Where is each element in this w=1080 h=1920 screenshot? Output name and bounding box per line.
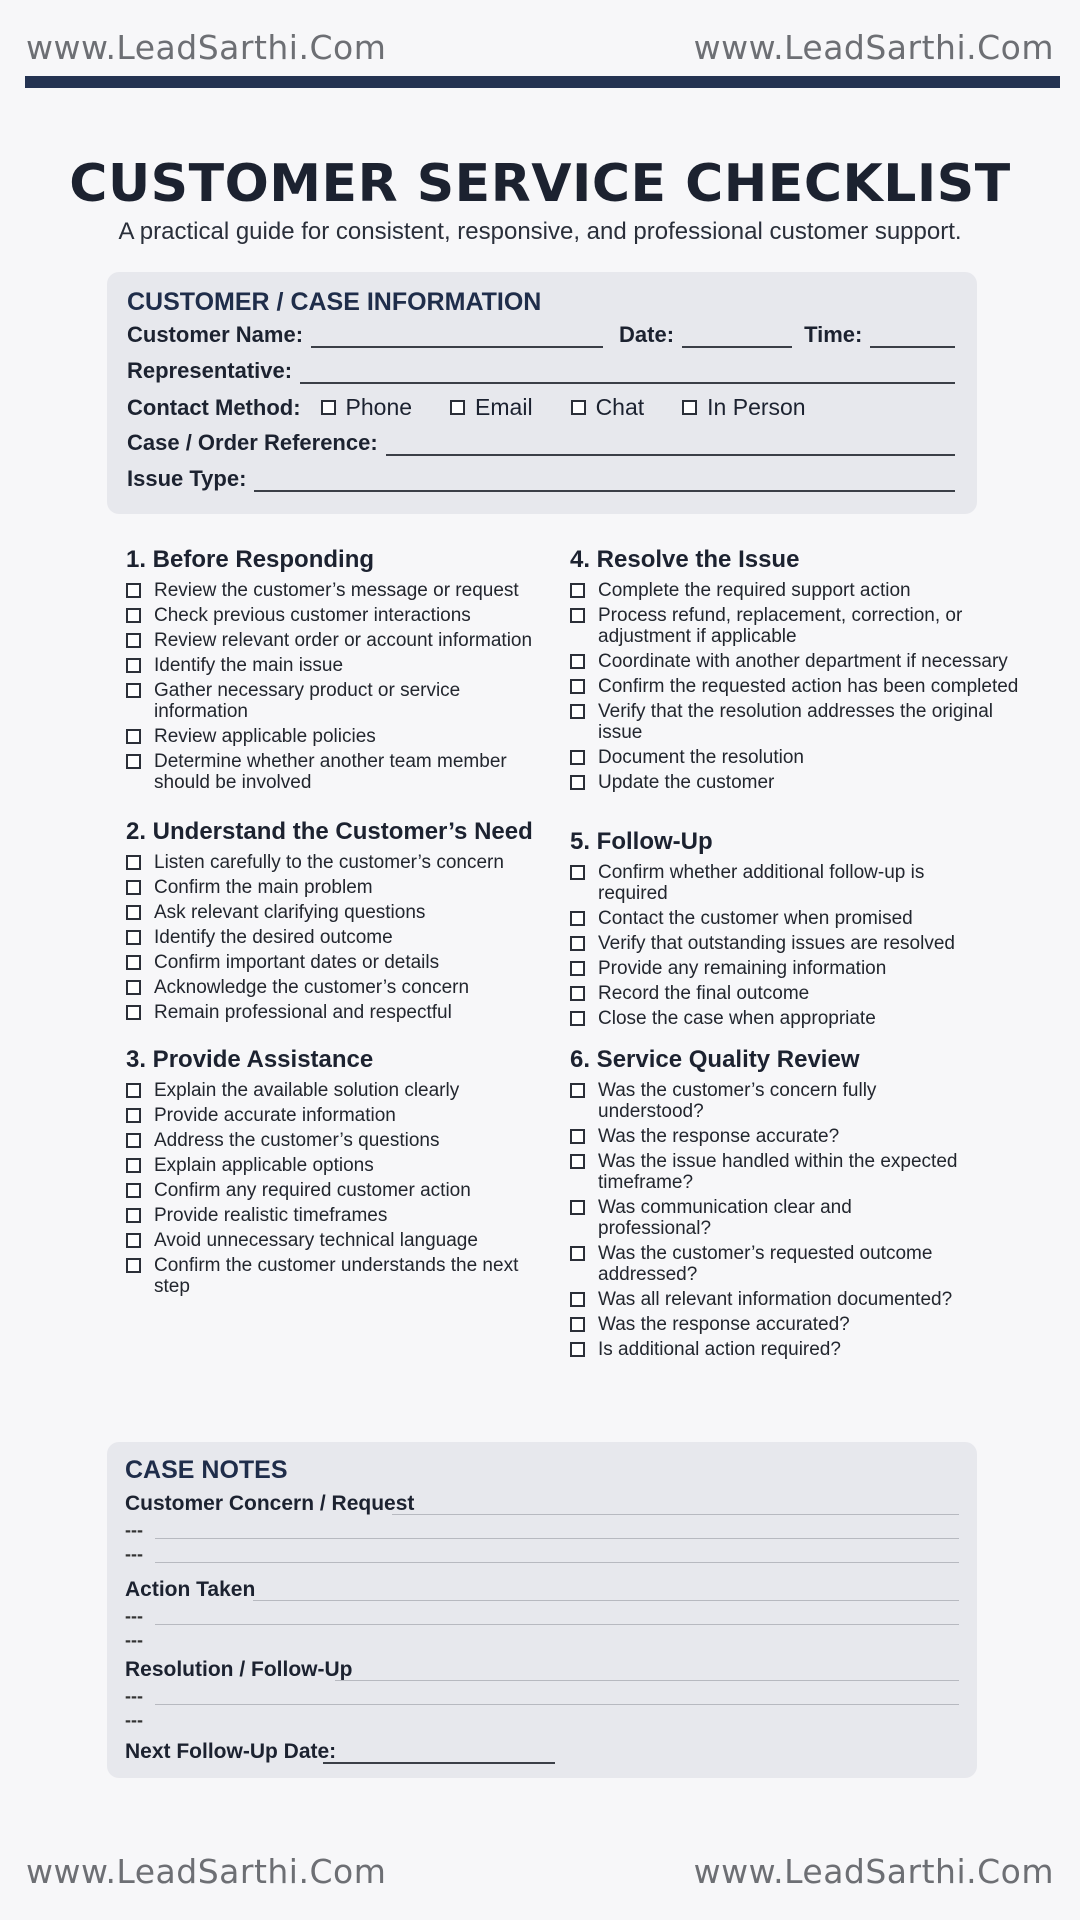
- contact-option-phone[interactable]: Phone: [321, 394, 413, 421]
- checkbox[interactable]: [570, 1154, 585, 1169]
- checklist-item[interactable]: [126, 977, 546, 998]
- checkbox[interactable]: [126, 683, 141, 698]
- checklist-item[interactable]: [570, 1197, 970, 1239]
- date-label: Date:: [619, 322, 675, 347]
- customer-name-field[interactable]: [311, 328, 603, 348]
- section-understand-need: [126, 818, 546, 1027]
- checkbox[interactable]: [450, 400, 465, 415]
- checklist-item-label: Review relevant order or account information: [154, 630, 533, 651]
- checklist-item-label: Confirm whether additional follow-up is required: [598, 862, 925, 904]
- checklist-item-label: Record the final outcome: [598, 983, 810, 1004]
- checkbox[interactable]: [570, 679, 585, 694]
- checklist-item[interactable]: [126, 927, 546, 948]
- checkbox[interactable]: [126, 754, 141, 769]
- checklist-item[interactable]: [126, 1205, 546, 1226]
- case-info-heading: CUSTOMER / CASE INFORMATION: [127, 288, 542, 316]
- case-info-panel: [107, 272, 977, 514]
- checklist-item-label: Provide accurate information: [154, 1105, 396, 1126]
- checklist-item-label: Confirm any required customer action: [154, 1180, 471, 1201]
- header-bar: [25, 76, 1060, 88]
- checklist-item-label: Process refund, replacement, correction, or adjustment if applicable: [598, 605, 963, 647]
- section-title: 3. Provide Assistance: [126, 1046, 374, 1073]
- checklist-item-label: Confirm the main problem: [154, 877, 373, 898]
- checklist-item-label: Explain applicable options: [154, 1155, 374, 1176]
- checkbox[interactable]: [126, 1183, 141, 1198]
- checklist-item[interactable]: [570, 1289, 970, 1310]
- action-dash-2: ---: [125, 1630, 143, 1650]
- issue-type-field[interactable]: [254, 472, 955, 492]
- checklist-item-label: Avoid unnecessary technical language: [154, 1230, 478, 1251]
- checklist-item-label: Confirm the customer understands the next step: [154, 1255, 519, 1297]
- page-title: CUSTOMER SERVICE CHECKLIST: [69, 154, 1011, 214]
- checklist-item-label: Confirm important dates or details: [154, 952, 440, 973]
- concern-dash-2: ---: [125, 1544, 143, 1564]
- next-followup-field[interactable]: [323, 1762, 555, 1764]
- checkbox[interactable]: [126, 658, 141, 673]
- checklist-item[interactable]: [570, 908, 970, 929]
- representative-row: [127, 358, 955, 384]
- checklist-item-label: Explain the available solution clearly: [154, 1080, 460, 1101]
- checklist-item[interactable]: [126, 852, 546, 873]
- checkbox[interactable]: [126, 583, 141, 598]
- checklist-item[interactable]: [570, 701, 1030, 743]
- checkbox[interactable]: [126, 1208, 141, 1223]
- checkbox[interactable]: [126, 1133, 141, 1148]
- checkbox[interactable]: [682, 400, 697, 415]
- checkbox[interactable]: [126, 980, 141, 995]
- section-before-responding: [126, 546, 546, 797]
- checklist-item[interactable]: [126, 751, 546, 793]
- checklist-item[interactable]: [570, 1008, 970, 1029]
- checklist-item-label: Gather necessary product or service information: [154, 680, 461, 722]
- checklist-item-label: Verify that outstanding issues are resolved: [598, 933, 955, 954]
- section-title: 5. Follow-Up: [570, 828, 713, 855]
- checklist-item-label: Was the response accurated?: [598, 1314, 850, 1335]
- checkbox[interactable]: [570, 750, 585, 765]
- checklist-item-label: Was the issue handled within the expected timeframe?: [598, 1151, 958, 1193]
- checkbox[interactable]: [570, 1129, 585, 1144]
- checkbox[interactable]: [126, 729, 141, 744]
- watermark-bottom-right: www.LeadSarthi.Com: [693, 1852, 1054, 1891]
- watermark-bottom-left: www.LeadSarthi.Com: [26, 1852, 387, 1891]
- checkbox[interactable]: [126, 880, 141, 895]
- section-title: 2. Understand the Customer’s Need: [126, 818, 533, 845]
- checklist-item-label: Close the case when appropriate: [598, 1008, 876, 1029]
- representative-label: Representative:: [127, 358, 293, 383]
- issue-type-row: [127, 466, 955, 492]
- resolution-dash-2: ---: [125, 1710, 143, 1730]
- customer-name-label: Customer Name:: [127, 322, 304, 347]
- time-field[interactable]: [870, 328, 955, 348]
- resolution-line-2[interactable]: [155, 1704, 959, 1705]
- checklist-item[interactable]: [126, 726, 546, 747]
- checklist-item[interactable]: [126, 1255, 546, 1297]
- checklist-item[interactable]: [570, 651, 1030, 672]
- contact-method-row: [127, 394, 955, 421]
- concern-label: Customer Concern / Request: [125, 1492, 415, 1515]
- checkbox[interactable]: [126, 930, 141, 945]
- case-reference-label: Case / Order Reference:: [127, 430, 378, 455]
- section-resolve-issue: [570, 546, 1030, 797]
- resolution-dash-1: ---: [125, 1686, 143, 1706]
- checklist-item[interactable]: [126, 680, 546, 722]
- checkbox[interactable]: [126, 1158, 141, 1173]
- watermark-top-right: www.LeadSarthi.Com: [693, 28, 1054, 67]
- concern-line[interactable]: [392, 1514, 959, 1515]
- checklist-item[interactable]: [570, 958, 970, 979]
- resolution-label: Resolution / Follow-Up: [125, 1658, 353, 1681]
- checkbox[interactable]: [126, 633, 141, 648]
- checklist-item[interactable]: [570, 605, 1030, 647]
- checkbox[interactable]: [126, 1083, 141, 1098]
- checklist-item-label: Review the customer’s message or request: [154, 580, 519, 601]
- issue-type-label: Issue Type:: [127, 466, 247, 491]
- contact-option-in-person[interactable]: In Person: [682, 394, 805, 421]
- checkbox[interactable]: [570, 1292, 585, 1307]
- checklist-item-label: Provide realistic timeframes: [154, 1205, 388, 1226]
- checklist-item[interactable]: [570, 1339, 970, 1360]
- checklist-item[interactable]: [570, 862, 970, 904]
- checklist-item[interactable]: [126, 580, 546, 601]
- checklist-item-label: Document the resolution: [598, 747, 804, 768]
- section-follow-up: [570, 828, 970, 1033]
- checklist-item-label: Confirm the requested action has been completed: [598, 676, 1019, 697]
- action-dash-1: ---: [125, 1606, 143, 1626]
- page-subtitle: A practical guide for consistent, responsive, and professional customer support.: [118, 218, 962, 245]
- checklist-item-label: Address the customer’s questions: [154, 1130, 440, 1151]
- checkbox[interactable]: [570, 986, 585, 1001]
- checkbox[interactable]: [570, 1246, 585, 1261]
- checklist-item[interactable]: [126, 605, 546, 626]
- concern-line-2[interactable]: [155, 1538, 959, 1539]
- checklist-item[interactable]: [570, 933, 970, 954]
- checklist-item[interactable]: [126, 1080, 546, 1101]
- checkbox[interactable]: [570, 911, 585, 926]
- checkbox[interactable]: [126, 1258, 141, 1273]
- checklist-item-label: Update the customer: [598, 772, 775, 793]
- checkbox[interactable]: [570, 961, 585, 976]
- resolution-line[interactable]: [335, 1680, 959, 1681]
- section-title: 1. Before Responding: [126, 546, 375, 573]
- checklist-item-label: Is additional action required?: [598, 1339, 841, 1360]
- checklist-item[interactable]: [126, 877, 546, 898]
- case-reference-field[interactable]: [386, 436, 955, 456]
- checkbox[interactable]: [570, 775, 585, 790]
- checkbox[interactable]: [570, 608, 585, 623]
- time-label: Time:: [804, 322, 863, 347]
- checklist-item-label: Review applicable policies: [154, 726, 376, 747]
- section-title: 6. Service Quality Review: [570, 1046, 860, 1073]
- checkbox[interactable]: [570, 1011, 585, 1026]
- representative-field[interactable]: [300, 364, 955, 384]
- action-label: Action Taken: [125, 1578, 256, 1601]
- customer-name-row: [127, 322, 955, 348]
- checklist-item-label: Was all relevant information documented?: [598, 1289, 953, 1310]
- section-title: 4. Resolve the Issue: [570, 546, 800, 573]
- checklist-item-label: Verify that the resolution addresses the original issue: [598, 701, 994, 743]
- checkbox[interactable]: [126, 1108, 141, 1123]
- checklist-item-label: Was the response accurate?: [598, 1126, 840, 1147]
- checklist-item[interactable]: [126, 1002, 546, 1023]
- checkbox[interactable]: [126, 905, 141, 920]
- checklist-item-label: Check previous customer interactions: [154, 605, 471, 626]
- checkbox[interactable]: [126, 955, 141, 970]
- action-line-2[interactable]: [155, 1624, 959, 1625]
- checklist-item[interactable]: [126, 1155, 546, 1176]
- checklist-item-label: Determine whether another team member should be involved: [154, 751, 507, 793]
- checkbox[interactable]: [570, 654, 585, 669]
- checkbox[interactable]: [570, 1317, 585, 1332]
- checklist-item-label: Provide any remaining information: [598, 958, 887, 979]
- checklist-item-label: Complete the required support action: [598, 580, 911, 601]
- contact-option-chat[interactable]: Chat: [571, 394, 645, 421]
- checklist-item-label: Identify the main issue: [154, 655, 344, 676]
- checkbox[interactable]: [126, 1233, 141, 1248]
- checkbox[interactable]: [571, 400, 586, 415]
- concern-line-3[interactable]: [155, 1562, 959, 1563]
- checkbox[interactable]: [570, 583, 585, 598]
- checklist-item[interactable]: [570, 983, 970, 1004]
- checklist-item[interactable]: [126, 1130, 546, 1151]
- checklist-item[interactable]: [570, 580, 1030, 601]
- checklist-item-label: Acknowledge the customer’s concern: [154, 977, 470, 998]
- checklist-item[interactable]: [570, 747, 1030, 768]
- checklist-item[interactable]: [570, 1080, 970, 1122]
- concern-dash-1: ---: [125, 1520, 143, 1540]
- checkbox[interactable]: [570, 1342, 585, 1357]
- section-quality-review: [570, 1046, 970, 1364]
- checklist-item[interactable]: [570, 1243, 970, 1285]
- checklist-item-label: Was communication clear and professional?: [598, 1197, 852, 1239]
- checklist-item-label: Identify the desired outcome: [154, 927, 393, 948]
- checkbox[interactable]: [570, 1083, 585, 1098]
- checklist-item[interactable]: [126, 655, 546, 676]
- checkbox[interactable]: [126, 1005, 141, 1020]
- contact-method-label: Contact Method:: [127, 394, 301, 420]
- checkbox[interactable]: [570, 936, 585, 951]
- checklist-item-label: Ask relevant clarifying questions: [154, 902, 426, 923]
- checkbox[interactable]: [570, 1200, 585, 1215]
- checklist-item[interactable]: [126, 630, 546, 651]
- checklist-item[interactable]: [570, 1151, 970, 1193]
- checklist-item[interactable]: [570, 772, 1030, 793]
- date-field[interactable]: [682, 328, 792, 348]
- action-line[interactable]: [253, 1600, 959, 1601]
- checklist-item[interactable]: [570, 1314, 970, 1335]
- checklist-item[interactable]: [126, 1230, 546, 1251]
- case-notes-heading: CASE NOTES: [125, 1456, 288, 1484]
- checklist-item[interactable]: [126, 902, 546, 923]
- checklist-item[interactable]: [570, 676, 1030, 697]
- next-followup-label: Next Follow-Up Date:: [125, 1740, 337, 1763]
- case-reference-row: [127, 430, 955, 456]
- checklist-item-label: Listen carefully to the customer’s concern: [154, 852, 504, 873]
- checkbox[interactable]: [570, 865, 585, 880]
- section-provide-assistance: [126, 1046, 546, 1301]
- checklist-item-label: Was the customer’s concern fully understood?: [598, 1080, 877, 1122]
- case-notes-panel: [107, 1442, 977, 1778]
- checklist-item[interactable]: [126, 1105, 546, 1126]
- checklist-item-label: Remain professional and respectful: [154, 1002, 452, 1023]
- watermark-top-left: www.LeadSarthi.Com: [26, 28, 387, 67]
- checklist-item[interactable]: [570, 1126, 970, 1147]
- checkbox[interactable]: [321, 400, 336, 415]
- checklist-item-label: Was the customer’s requested outcome addressed?: [598, 1243, 933, 1285]
- contact-option-email[interactable]: Email: [450, 394, 533, 421]
- checklist-item-label: Contact the customer when promised: [598, 908, 913, 929]
- checklist-item-label: Coordinate with another department if necessary: [598, 651, 1008, 672]
- checklist-item[interactable]: [126, 952, 546, 973]
- checkbox[interactable]: [126, 855, 141, 870]
- checklist-item[interactable]: [126, 1180, 546, 1201]
- checkbox[interactable]: [570, 704, 585, 719]
- checkbox[interactable]: [126, 608, 141, 623]
